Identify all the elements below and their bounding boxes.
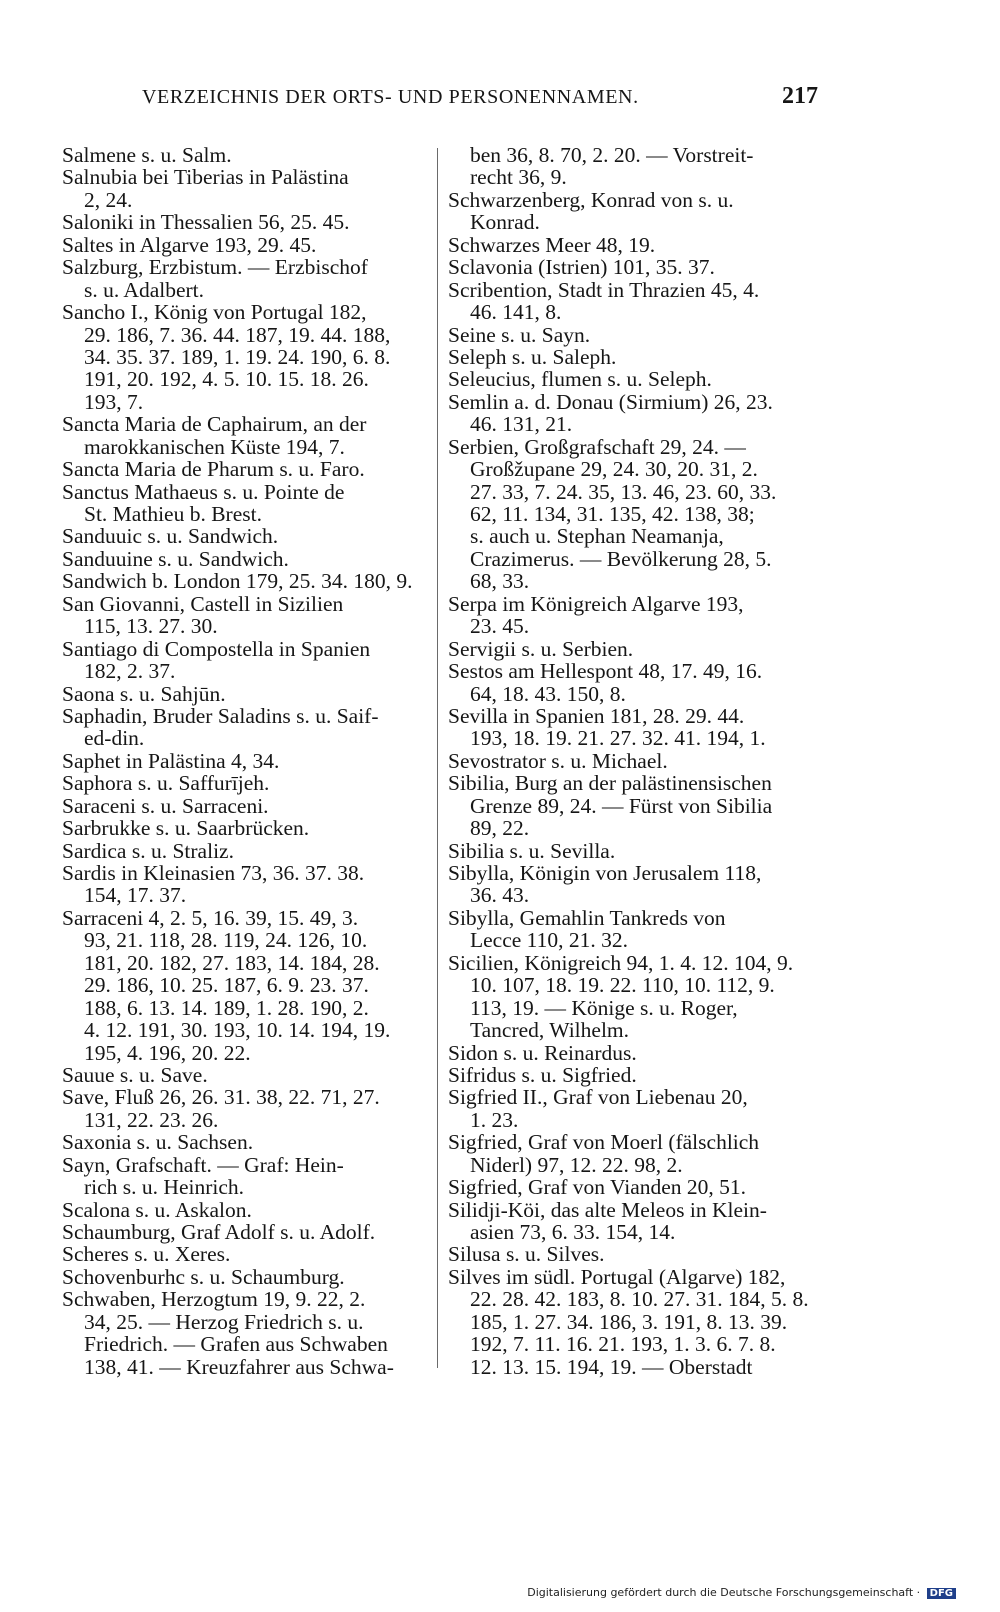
index-line: 131, 22. 23. 26. — [84, 1107, 219, 1132]
index-line: Friedrich. — Grafen aus Schwaben — [84, 1332, 388, 1357]
index-line: Saphet in Palästina 4, 34. — [62, 748, 280, 773]
index-line: Saphora s. u. Saffurījeh. — [62, 771, 270, 796]
index-line: Sardis in Kleinasien 73, 36. 37. 38. — [62, 861, 365, 885]
index-line: 93, 21. 118, 28. 119, 24. 126, 10. — [84, 928, 368, 953]
index-line: ben 36, 8. 70, 2. 20. — Vorstreit- — [470, 143, 754, 167]
index-line: asien 73, 6. 33. 154, 14. — [470, 1220, 676, 1244]
index-line: Sigfried II., Graf von Liebenau 20, — [448, 1085, 748, 1110]
index-line: Sancho I., König von Portugal 182, — [62, 300, 367, 325]
index-line: 29. 186, 10. 25. 187, 6. 9. 23. 37. — [84, 973, 369, 998]
index-line: Seleph s. u. Saleph. — [448, 344, 617, 369]
index-line: Konrad. — [470, 210, 540, 235]
index-line: St. Mathieu b. Brest. — [84, 502, 262, 526]
index-line: 46. 141, 8. — [470, 300, 562, 325]
footer-credit — [527, 1586, 956, 1599]
index-line: Schovenburhc s. u. Schaumburg. — [62, 1264, 345, 1289]
index-line: Saltes in Algarve 193, 29. 45. — [62, 232, 317, 257]
index-line: marokkanischen Küste 194, 7. — [84, 434, 345, 459]
index-line: 182, 2. 37. — [84, 659, 176, 684]
index-line: Sidon s. u. Reinardus. — [448, 1040, 637, 1065]
index-line: Tancred, Wilhelm. — [470, 1018, 630, 1043]
index-line: s. auch u. Stephan Neamanja, — [470, 524, 724, 549]
index-line: 192, 7. 11. 16. 21. 193, 1. 3. 6. 7. 8. — [470, 1332, 776, 1357]
index-line: Sifridus s. u. Sigfried. — [448, 1062, 637, 1087]
index-line: Scribention, Stadt in Thrazien 45, 4. — [448, 277, 760, 302]
index-line: Saphadin, Bruder Saladins s. u. Saif- — [62, 703, 379, 728]
footer-credit-text: Digitalisierung gefördert durch die Deutsche Forschungsgemeinschaft — [527, 1586, 914, 1599]
index-line: 34, 25. — Herzog Friedrich s. u. — [84, 1309, 364, 1334]
index-line: 113, 19. — Könige s. u. Roger, — [470, 995, 738, 1020]
index-line: 36. 43. — [470, 883, 530, 908]
index-line: Sandwich b. London 179, 25. 34. 180, 9. — [62, 569, 413, 594]
index-line: Sanduuine s. u. Sandwich. — [62, 546, 289, 571]
index-line: Sardica s. u. Straliz. — [62, 838, 234, 863]
index-line: Serpa im Königreich Algarve 193, — [448, 591, 744, 616]
index-line: Sibylla, Königin von Jerusalem 118, — [448, 861, 762, 885]
index-line: Salmene s. u. Salm. — [62, 143, 232, 167]
index-line: 115, 13. 27. 30. — [84, 614, 218, 639]
index-line: ed-din. — [84, 726, 145, 751]
index-line: San Giovanni, Castell in Sizilien — [62, 591, 344, 616]
index-line: Sigfried, Graf von Moerl (fälschlich — [448, 1130, 760, 1155]
index-line: Semlin a. d. Donau (Sirmium) 26, 23. — [448, 389, 773, 414]
page-number: 217 — [782, 83, 818, 109]
index-line: Serbien, Großgrafschaft 29, 24. — — [448, 434, 746, 459]
index-line: Sarraceni 4, 2. 5, 16. 39, 15. 49, 3. — [62, 905, 359, 930]
index-column-right — [448, 144, 816, 1378]
index-line: Sarbrukke s. u. Saarbrücken. — [62, 816, 310, 841]
index-line: 68, 33. — [470, 569, 530, 594]
index-line: Sicilien, Königreich 94, 1. 4. 12. 104, 9. — [448, 950, 794, 975]
index-line: 46. 131, 21. — [470, 412, 573, 437]
index-line: Servigii s. u. Serbien. — [448, 636, 634, 661]
index-line: Sestos am Hellespont 48, 17. 49, 16. — [448, 659, 763, 684]
index-line: 27. 33, 7. 24. 35, 13. 46, 23. 60, 33. — [470, 479, 777, 504]
index-line: 4. 12. 191, 30. 193, 10. 14. 194, 19. — [84, 1018, 391, 1043]
index-line: Sibylla, Gemahlin Tankreds von — [448, 905, 726, 930]
index-line: Sayn, Grafschaft. — Graf: Hein- — [62, 1152, 344, 1177]
index-line: Grenze 89, 24. — Fürst von Sibilia — [470, 793, 773, 818]
index-line: Saraceni s. u. Sarraceni. — [62, 793, 269, 818]
index-line: Schwaben, Herzogtum 19, 9. 22, 2. — [62, 1287, 366, 1312]
index-line: Schwarzes Meer 48, 19. — [448, 232, 656, 257]
index-line: 64, 18. 43. 150, 8. — [470, 681, 626, 706]
index-line: Sclavonia (Istrien) 101, 35. 37. — [448, 255, 715, 280]
index-line: 10. 107, 18. 19. 22. 110, 10. 112, 9. — [470, 973, 775, 998]
index-line: 193, 7. — [84, 389, 144, 414]
index-line: Seine s. u. Sayn. — [448, 322, 591, 347]
index-line: 89, 22. — [470, 816, 530, 841]
index-line: Schaumburg, Graf Adolf s. u. Adolf. — [62, 1220, 376, 1244]
index-line: Crazimerus. — Bevölkerung 28, 5. — [470, 546, 772, 571]
index-line: Niderl) 97, 12. 22. 98, 2. — [470, 1152, 683, 1177]
index-line: Silves im südl. Portugal (Algarve) 182, — [448, 1264, 786, 1289]
index-line: Sancta Maria de Caphairum, an der — [62, 412, 367, 437]
index-line: Sibilia, Burg an der palästinensischen — [448, 771, 772, 796]
index-line: Großžupane 29, 24. 30, 20. 31, 2. — [470, 457, 758, 482]
index-line: Sevostrator s. u. Michael. — [448, 748, 668, 773]
index-line: Seleucius, flumen s. u. Seleph. — [448, 367, 712, 392]
index-line: 191, 20. 192, 4. 5. 10. 15. 18. 26. — [84, 367, 369, 392]
index-line: Sigfried, Graf von Vianden 20, 51. — [448, 1175, 747, 1200]
index-line: Santiago di Compostella in Spanien — [62, 636, 371, 661]
index-line: Sanctus Mathaeus s. u. Pointe de — [62, 479, 345, 504]
index-line: s. u. Adalbert. — [84, 277, 205, 302]
index-line: Salzburg, Erzbistum. — Erzbischof — [62, 255, 368, 280]
column-divider — [437, 148, 438, 1368]
index-line: 62, 11. 134, 31. 135, 42. 138, 38; — [470, 502, 755, 526]
index-line: Sevilla in Spanien 181, 28. 29. 44. — [448, 703, 745, 728]
index-line: Save, Fluß 26, 26. 31. 38, 22. 71, 27. — [62, 1085, 380, 1110]
index-line: Sanduuic s. u. Sandwich. — [62, 524, 279, 549]
index-line: Salnubia bei Tiberias in Palästina — [62, 165, 349, 190]
index-line: 1. 23. — [470, 1107, 519, 1132]
index-line: 2, 24. — [84, 187, 133, 212]
index-line: Sibilia s. u. Sevilla. — [448, 838, 616, 863]
footer-separator: · — [913, 1586, 924, 1599]
index-line: Lecce 110, 21. 32. — [470, 928, 629, 953]
index-line: Silidji-Köi, das alte Meleos in Klein- — [448, 1197, 767, 1222]
index-line: 193, 18. 19. 21. 27. 32. 41. 194, 1. — [470, 726, 766, 751]
index-line: 154, 17. 37. — [84, 883, 187, 908]
index-line: 12. 13. 15. 194, 19. — Oberstadt — [470, 1354, 753, 1379]
index-line: 23. 45. — [470, 614, 530, 639]
index-line: Scalona s. u. Askalon. — [62, 1197, 252, 1222]
index-line: 138, 41. — Kreuzfahrer aus Schwa- — [84, 1354, 394, 1379]
index-line: Scheres s. u. Xeres. — [62, 1242, 231, 1267]
index-line: 185, 1. 27. 34. 186, 3. 191, 8. 13. 39. — [470, 1309, 788, 1334]
index-line: recht 36, 9. — [470, 165, 567, 190]
index-line: Sancta Maria de Pharum s. u. Faro. — [62, 457, 365, 482]
index-line: 181, 20. 182, 27. 183, 14. 184, 28. — [84, 950, 380, 975]
index-line: Silusa s. u. Silves. — [448, 1242, 605, 1267]
index-line: Saona s. u. Sahjūn. — [62, 681, 226, 706]
index-line: Sauue s. u. Save. — [62, 1062, 208, 1087]
index-line: Saloniki in Thessalien 56, 25. 45. — [62, 210, 350, 235]
index-line: 22. 28. 42. 183, 8. 10. 27. 31. 184, 5. 8. — [470, 1287, 809, 1312]
index-line: 34. 35. 37. 189, 1. 19. 24. 190, 6. 8. — [84, 344, 391, 369]
index-line: rich s. u. Heinrich. — [84, 1175, 245, 1200]
index-column-left — [62, 144, 422, 1378]
index-line: Saxonia s. u. Sachsen. — [62, 1130, 254, 1155]
index-line: 29. 186, 7. 36. 44. 187, 19. 44. 188, — [84, 322, 391, 347]
page-header — [128, 83, 818, 116]
index-line: Schwarzenberg, Konrad von s. u. — [448, 187, 734, 212]
running-title: VERZEICHNIS DER ORTS- UND PERSONENNAMEN. — [142, 86, 639, 108]
index-line: 195, 4. 196, 20. 22. — [84, 1040, 251, 1065]
dfg-logo: DFG — [927, 1588, 956, 1599]
index-line: 188, 6. 13. 14. 189, 1. 28. 190, 2. — [84, 995, 369, 1020]
